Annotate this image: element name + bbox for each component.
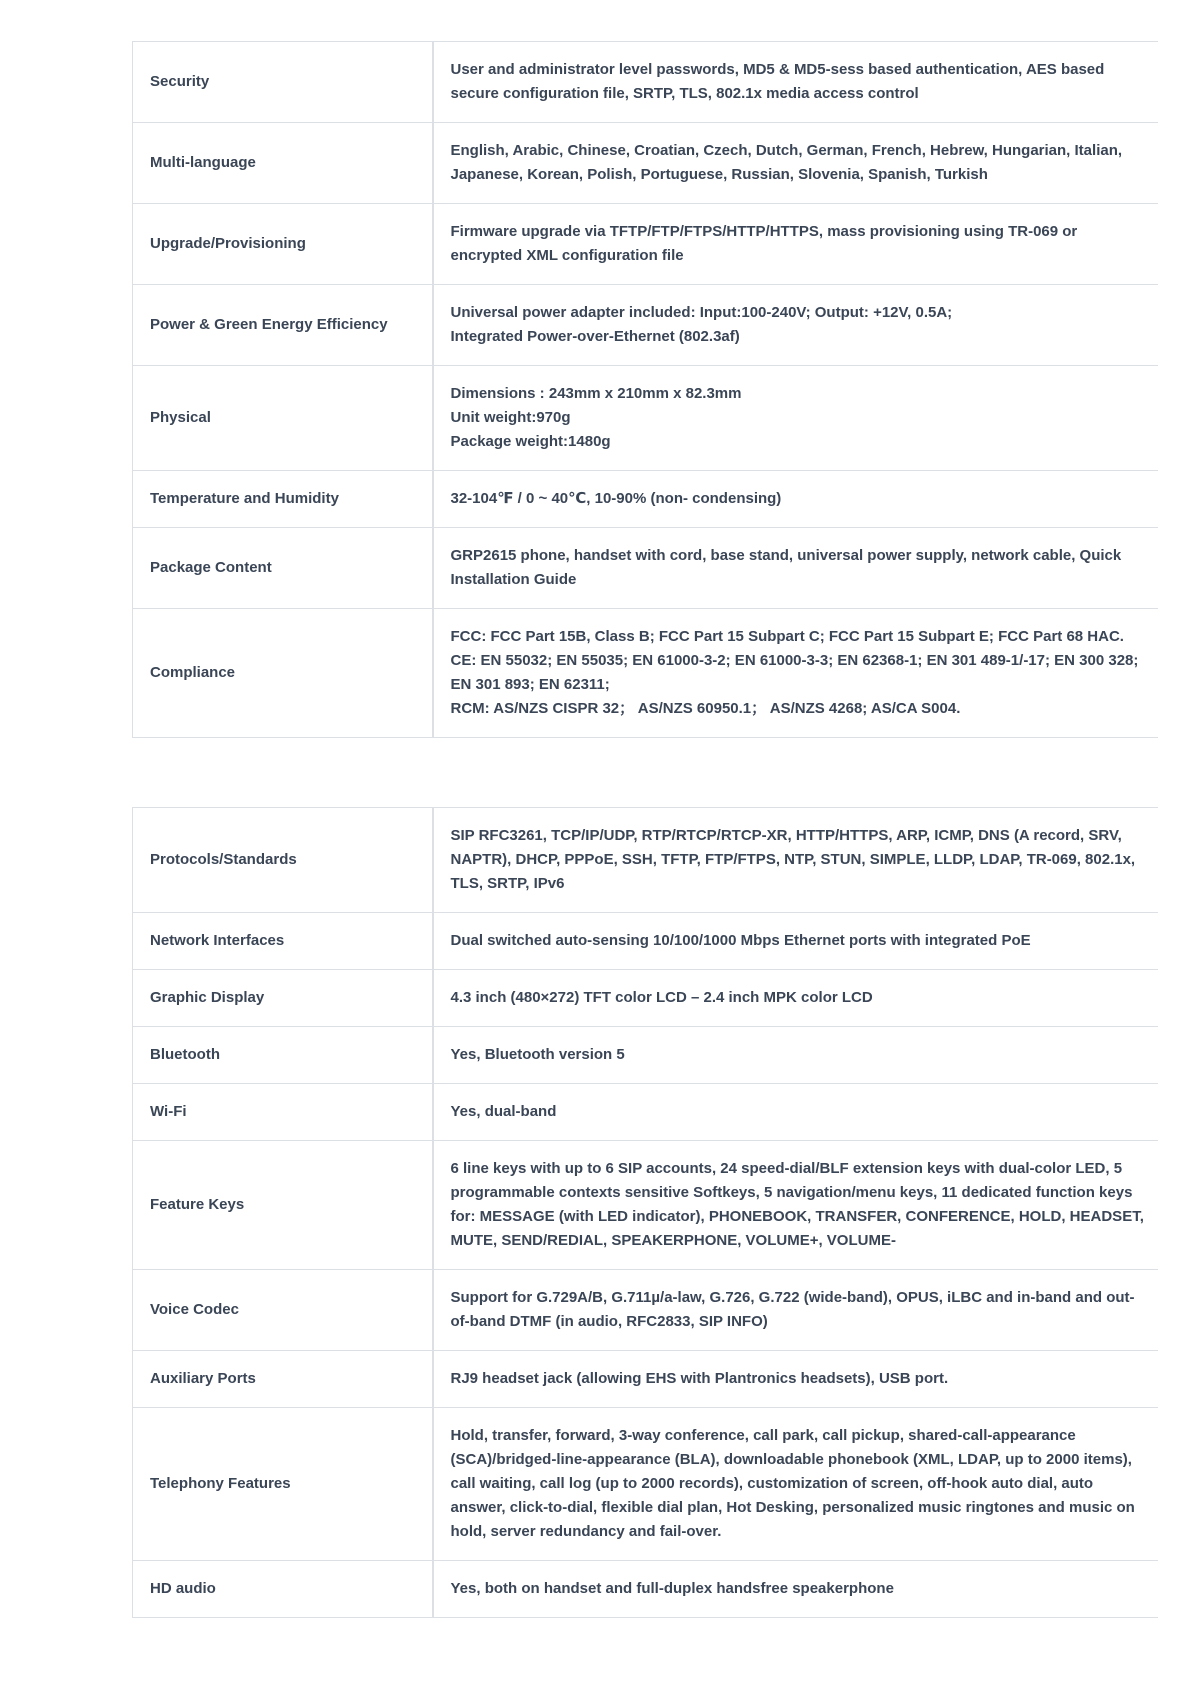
- spec-value: [433, 528, 1158, 609]
- spec-label: Telephony Features: [133, 1408, 433, 1561]
- spec-label: Bluetooth: [133, 1027, 433, 1084]
- spec-row: [133, 808, 1158, 913]
- spec-value-line: English, Arabic, Chinese, Croatian, Czech, Dutch, German, French, Hebrew, Hungarian, Italian, Japanese, Korean, Polish, Portuguese, Russian, Slovenia, Spanish, Turkish: [450, 142, 1123, 183]
- spec-label: Wi-Fi: [133, 1084, 433, 1141]
- spec-value-line: User and administrator level passwords, MD5 & MD5-sess based authentication, AES based secure configuration file, SRTP, TLS, 802.1x media access control: [450, 61, 1105, 102]
- spec-value: [433, 1141, 1158, 1270]
- spec-row: [133, 123, 1158, 204]
- spec-value-line: Yes, dual-band: [450, 1103, 557, 1120]
- spec-label: Graphic Display: [133, 970, 433, 1027]
- spec-value: [433, 1270, 1158, 1351]
- spec-value-line: Universal power adapter included: Input:100-240V; Output: +12V, 0.5A;: [450, 304, 953, 321]
- spec-value: [433, 1351, 1158, 1408]
- spec-value: [433, 1561, 1158, 1618]
- spec-label: HD audio: [133, 1561, 433, 1618]
- spec-label: Upgrade/Provisioning: [133, 204, 433, 285]
- spec-value: [433, 1027, 1158, 1084]
- spec-value-line: CE: EN 55032; EN 55035; EN 61000-3-2; EN 61000-3-3; EN 62368-1; EN 301 489-1/-17; EN 300 328; EN 301 893; EN 62311;: [450, 652, 1139, 693]
- spec-value-line: Yes, both on handset and full-duplex handsfree speakerphone: [450, 1580, 894, 1597]
- spec-value-line: FCC: FCC Part 15B, Class B; FCC Part 15 Subpart C; FCC Part 15 Subpart E; FCC Part 68 HAC.: [450, 628, 1124, 645]
- spec-row: [133, 1027, 1158, 1084]
- spec-label: Security: [133, 42, 433, 123]
- spec-value: [433, 285, 1158, 366]
- spec-label: Auxiliary Ports: [133, 1351, 433, 1408]
- spec-table-2: [132, 807, 1158, 1618]
- spec-label: Package Content: [133, 528, 433, 609]
- spec-value-line: 6 line keys with up to 6 SIP accounts, 24 speed-dial/BLF extension keys with dual-color LED, 5 programmable contexts sensitive Softkeys, 5 navigation/menu keys, 11 dedicated function keys for: MESSAGE (with LED indicator), PHONEBOOK, TRANSFER, CONFERENCE, HOLD, HEADSET, MUTE, SEND/REDIAL, SPEAKERPHONE, VOLUME+, VOLUME-: [450, 1160, 1144, 1249]
- spec-value-line: Yes, Bluetooth version 5: [450, 1046, 625, 1063]
- spec-label: Temperature and Humidity: [133, 471, 433, 528]
- spec-value-line: Unit weight:970g: [450, 409, 571, 426]
- spec-value-line: SIP RFC3261, TCP/IP/UDP, RTP/RTCP/RTCP-XR, HTTP/HTTPS, ARP, ICMP, DNS (A record, SRV, NAPTR), DHCP, PPPoE, SSH, TFTP, FTP/FTPS, NTP, STUN, SIMPLE, LLDP, LDAP, TR-069, 802.1x, TLS, SRTP, IPv6: [450, 827, 1136, 892]
- spec-row: [133, 1561, 1158, 1618]
- spec-value-line: RCM: AS/NZS CISPR 32； AS/NZS 60950.1； AS/NZS 4268; AS/CA S004.: [450, 700, 961, 717]
- spec-value-line: Package weight:1480g: [450, 433, 611, 450]
- spec-row: [133, 285, 1158, 366]
- spec-value: [433, 808, 1158, 913]
- spec-label: Protocols/Standards: [133, 808, 433, 913]
- spec-label: Power & Green Energy Efficiency: [133, 285, 433, 366]
- spec-row: [133, 204, 1158, 285]
- spec-value: [433, 123, 1158, 204]
- spec-value-line: 4.3 inch (480×272) TFT color LCD – 2.4 inch MPK color LCD: [450, 989, 873, 1006]
- spec-value-line: Hold, transfer, forward, 3-way conference, call park, call pickup, shared-call-appearance (SCA)/bridged-line-appearance (BLA), downloadable phonebook (XML, LDAP, up to 2000 items), call waiting, call log (up to 2000 records), customization of screen, off-hook auto dial, auto answer, click-to-dial, flexible dial plan, Hot Desking, personalized music ringtones and music on hold, server redundancy and fail-over.: [450, 1427, 1135, 1540]
- spec-value-line: Support for G.729A/B, G.711µ/a-law, G.726, G.722 (wide-band), OPUS, iLBC and in-band and out-of-band DTMF (in audio, RFC2833, SIP INFO): [450, 1289, 1135, 1330]
- spec-value-line: 32-104℉ / 0 ~ 40℃, 10-90% (non- condensing): [450, 490, 782, 507]
- spec-value: [433, 1408, 1158, 1561]
- spec-label: Multi-language: [133, 123, 433, 204]
- spec-label: Network Interfaces: [133, 913, 433, 970]
- spec-table-1: [132, 41, 1158, 738]
- spec-value: [433, 970, 1158, 1027]
- spec-value-line: Integrated Power-over-Ethernet (802.3af): [450, 328, 740, 345]
- spec-value-line: Dual switched auto-sensing 10/100/1000 Mbps Ethernet ports with integrated PoE: [450, 932, 1031, 949]
- spec-row: [133, 970, 1158, 1027]
- spec-row: [133, 528, 1158, 609]
- spec-label: Compliance: [133, 609, 433, 738]
- spec-row: [133, 913, 1158, 970]
- spec-row: [133, 1270, 1158, 1351]
- spec-row: [133, 471, 1158, 528]
- spec-value: [433, 204, 1158, 285]
- spec-value: [433, 913, 1158, 970]
- spec-value: [433, 1084, 1158, 1141]
- spec-row: [133, 42, 1158, 123]
- spec-value-line: Firmware upgrade via TFTP/FTP/FTPS/HTTP/HTTPS, mass provisioning using TR-069 or encrypted XML configuration file: [450, 223, 1078, 264]
- spec-label: Feature Keys: [133, 1141, 433, 1270]
- spec-row: [133, 366, 1158, 471]
- spec-value: [433, 366, 1158, 471]
- spec-value: [433, 609, 1158, 738]
- spec-row: [133, 1141, 1158, 1270]
- spec-value: [433, 471, 1158, 528]
- spec-value-line: GRP2615 phone, handset with cord, base stand, universal power supply, network cable, Quick Installation Guide: [450, 547, 1122, 588]
- spec-row: [133, 1084, 1158, 1141]
- spec-value: [433, 42, 1158, 123]
- spec-row: [133, 1351, 1158, 1408]
- spec-label: Voice Codec: [133, 1270, 433, 1351]
- spec-value-line: RJ9 headset jack (allowing EHS with Plantronics headsets), USB port.: [450, 1370, 949, 1387]
- spec-value-line: Dimensions : 243mm x 210mm x 82.3mm: [450, 385, 742, 402]
- spec-row: [133, 609, 1158, 738]
- spec-row: [133, 1408, 1158, 1561]
- spec-label: Physical: [133, 366, 433, 471]
